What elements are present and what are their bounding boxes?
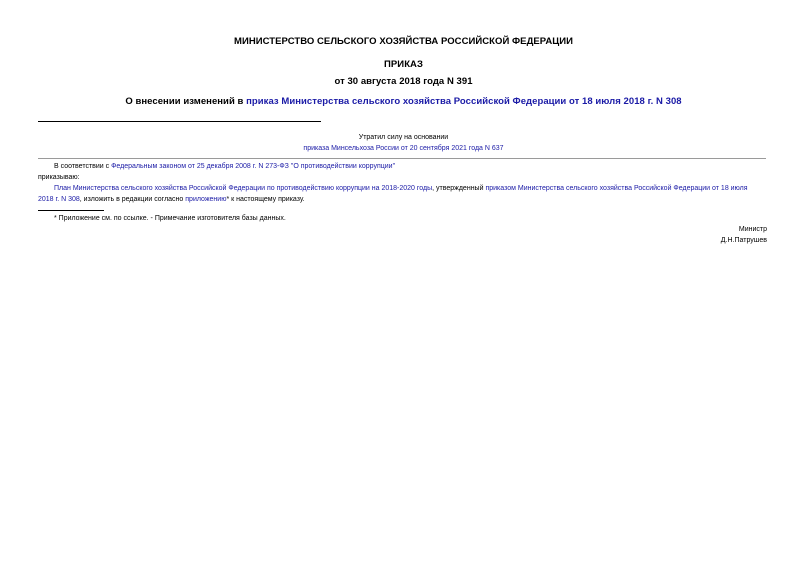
federal-law-link[interactable]: Федеральным законом от 25 декабря 2008 г. N 273-ФЗ "О противодействии коррупции" bbox=[111, 163, 396, 170]
status-divider bbox=[38, 158, 766, 159]
date-number-heading: от 30 августа 2018 года N 391 bbox=[334, 76, 473, 87]
footnote-divider bbox=[38, 210, 104, 211]
paragraph-basis bbox=[54, 161, 774, 172]
plan-after: , изложить в редакции согласно bbox=[79, 196, 186, 203]
subject-heading bbox=[0, 96, 807, 107]
subject-link[interactable]: приказ Министерства сельского хозяйства Российской Федерации от 18 июля 2018 г. N 308 bbox=[246, 96, 682, 107]
order-308-link[interactable]: приказом Министерства сельского хозяйства Российской Федерации от 18 июля bbox=[485, 185, 748, 192]
plan-link[interactable]: План Министерства сельского хозяйства Российской Федерации по противодействию коррупции на 2018-2020 годы bbox=[54, 185, 433, 192]
paragraph-plan-line2 bbox=[38, 194, 768, 205]
signature-title: Министр bbox=[738, 226, 767, 233]
footnote-text: * Приложение см. по ссылке. - Примечание изготовителя базы данных. bbox=[54, 215, 286, 222]
ministry-heading: МИНИСТЕРСТВО СЕЛЬСКОГО ХОЗЯЙСТВА РОССИЙСКОЙ ФЕДЕРАЦИИ bbox=[234, 36, 573, 47]
paragraph-plan-line1 bbox=[54, 183, 768, 194]
plan-mid: , утвержденный bbox=[432, 185, 486, 192]
signature-name: Д.Н.Патрушев bbox=[720, 237, 767, 244]
status-line: Утратил силу на основании bbox=[358, 134, 449, 141]
basis-prefix: В соответствии с bbox=[54, 163, 112, 170]
subject-prefix: О внесении изменений в bbox=[125, 96, 247, 107]
order-word: приказываю: bbox=[38, 174, 80, 181]
plan-end: * к настоящему приказу. bbox=[226, 196, 305, 203]
header-divider bbox=[38, 121, 321, 122]
order-308-link-cont[interactable]: 2018 г. N 308 bbox=[38, 196, 80, 203]
doc-type-heading: ПРИКАЗ bbox=[384, 59, 423, 70]
status-link[interactable]: приказа Минсельхоза России от 20 сентября 2021 года N 637 bbox=[303, 145, 504, 152]
appendix-link[interactable]: приложению bbox=[185, 196, 227, 203]
